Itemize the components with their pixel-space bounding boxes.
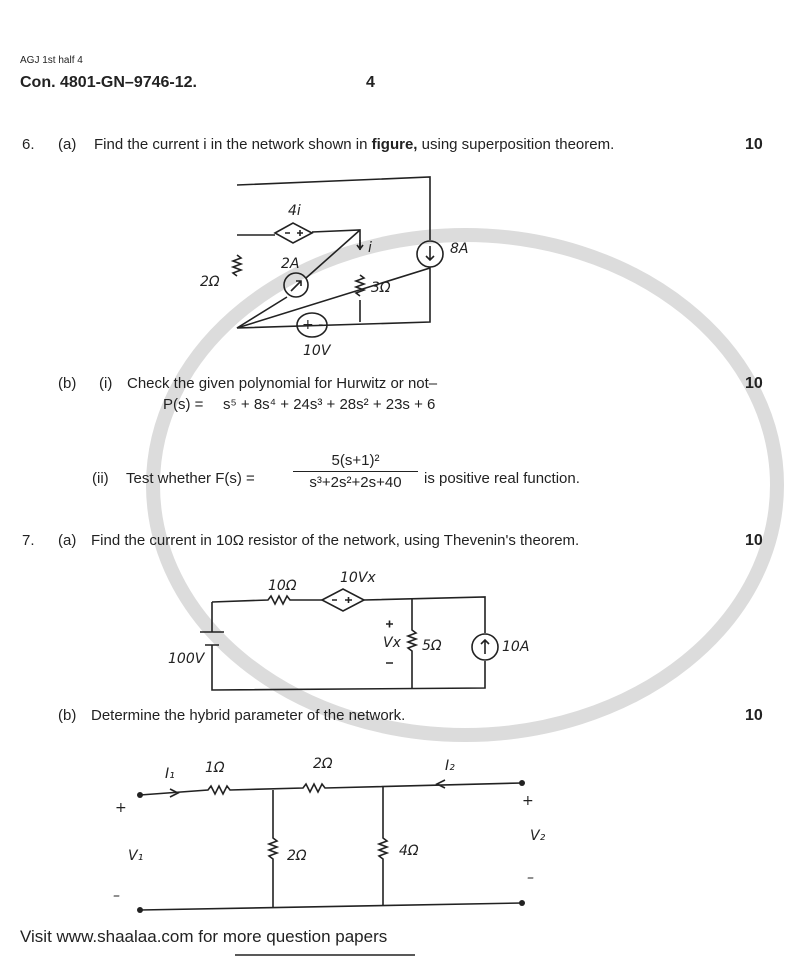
label-1ohm: 1Ω bbox=[205, 760, 225, 776]
label-2ohm-shunt: 2Ω bbox=[287, 848, 307, 864]
q6a-text-pre: Find the current i in the network shown in bbox=[94, 136, 372, 153]
label-10a: 10A bbox=[502, 639, 530, 655]
q6a-marks: 10 bbox=[745, 136, 763, 153]
label-v2: V₂ bbox=[530, 828, 546, 844]
fraction-numerator: 5(s+1)² bbox=[331, 452, 380, 469]
label-plus-right: + bbox=[522, 793, 534, 809]
label-100v: 100V bbox=[168, 651, 205, 667]
label-2a: 2A bbox=[281, 256, 300, 272]
q7b-text: Determine the hybrid parameter of the network. bbox=[91, 707, 406, 724]
q6b-marks: 10 bbox=[745, 375, 763, 392]
label-10v: 10V bbox=[303, 343, 331, 359]
q7b-label: (b) bbox=[58, 707, 77, 724]
q7a-text: Find the current in 10Ω resistor of the network, using Thevenin's theorem. bbox=[91, 532, 580, 549]
q6bi-text: Check the given polynomial for Hurwitz or not– bbox=[127, 375, 438, 392]
label-10vx: 10Vx bbox=[340, 570, 376, 586]
fraction-denominator: s³+2s²+2s+40 bbox=[293, 471, 418, 491]
q6b-label: (b) bbox=[58, 375, 77, 392]
q7-number: 7. bbox=[22, 532, 35, 549]
footer-link[interactable]: Visit www.shaalaa.com for more question papers bbox=[20, 927, 388, 946]
q6bii-text-pre: Test whether F(s) = bbox=[126, 470, 255, 487]
label-minus-left: – bbox=[113, 888, 120, 904]
label-minus-right: – bbox=[527, 870, 534, 886]
label-2ohm: 2Ω bbox=[200, 274, 220, 290]
label-plus-left: + bbox=[115, 800, 127, 816]
label-v1: V₁ bbox=[128, 848, 144, 864]
label-i: i bbox=[368, 240, 372, 256]
paper-code: AGJ 1st half 4 bbox=[20, 55, 83, 66]
label-2ohm-series: 2Ω bbox=[313, 756, 333, 772]
q6bi-label: (i) bbox=[99, 375, 113, 392]
page-number: 4 bbox=[366, 74, 375, 91]
q6bii-text-post: is positive real function. bbox=[424, 470, 580, 487]
q6a-text-bold: figure, bbox=[371, 136, 418, 153]
con-number: Con. 4801-GN–9746-12. bbox=[20, 74, 197, 91]
q6a-label: (a) bbox=[58, 136, 77, 153]
q7a-label: (a) bbox=[58, 532, 77, 549]
label-4i: 4i bbox=[288, 203, 301, 219]
label-i1: I₁ bbox=[165, 766, 175, 782]
q7a-marks: 10 bbox=[745, 532, 763, 549]
label-vx: Vx bbox=[383, 635, 401, 651]
label-3ohm: 3Ω bbox=[371, 280, 391, 296]
q6a-text-post: using superposition theorem. bbox=[417, 136, 615, 153]
q6bii-label: (ii) bbox=[92, 470, 109, 487]
label-i2: I₂ bbox=[445, 758, 455, 774]
label-8a: 8A bbox=[450, 241, 469, 257]
q7b-marks: 10 bbox=[745, 707, 763, 724]
label-4ohm: 4Ω bbox=[399, 843, 419, 859]
q6-number: 6. bbox=[22, 136, 35, 153]
label-10ohm: 10Ω bbox=[268, 578, 297, 594]
label-vs-sign: + - bbox=[302, 317, 324, 333]
label-5ohm: 5Ω bbox=[422, 638, 442, 654]
poly-lhs: P(s) = bbox=[163, 396, 204, 413]
polynomial: s⁵ + 8s⁴ + 24s³ + 28s² + 23s + 6 bbox=[223, 396, 436, 413]
